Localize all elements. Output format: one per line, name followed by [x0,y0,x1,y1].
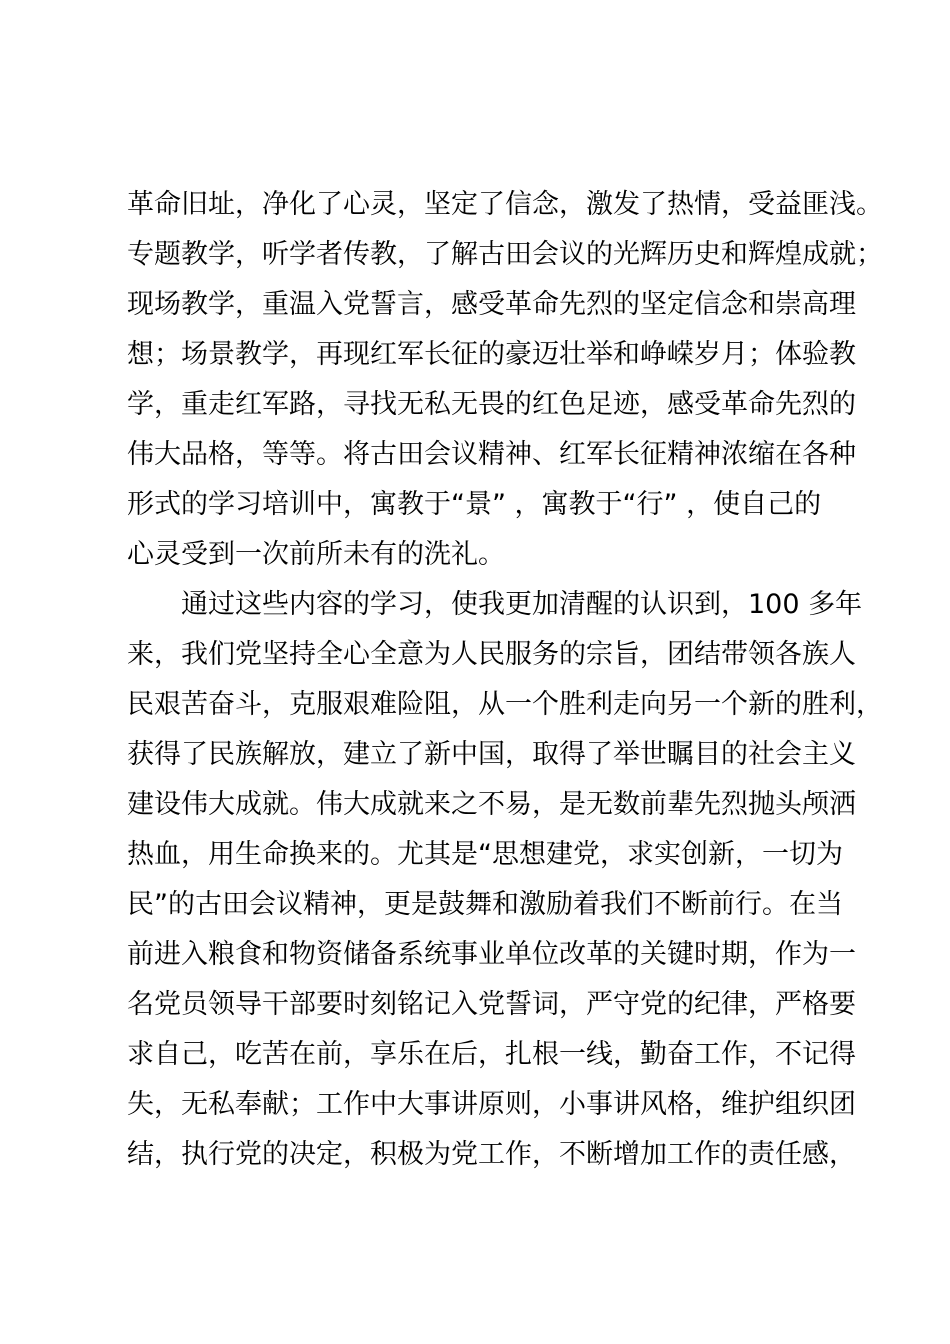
text-line: 现场教学，重温入党誓言，感受革命先烈的坚定信念和崇高理 [127,289,856,320]
paragraph-first-line: 通过这些内容的学习，使我更加清醒的认识到，100 多年 [181,589,863,620]
text-line: 学，重走红军路，寻找无私无畏的红色足迹，感受革命先烈的 [127,389,856,420]
text-line: 专题教学，听学者传教，了解古田会议的光辉历史和辉煌成就； [127,239,883,270]
text-line: 想；场景教学，再现红军长征的豪迈壮举和峥嵘岁月；体验教 [127,339,856,370]
text-line: 名党员领导干部要时刻铭记入党誓词，严守党的纪律，严格要 [127,989,856,1020]
text-line: 革命旧址，净化了心灵，坚定了信念，激发了热情，受益匪浅。 [127,189,883,220]
text-line: 前进入粮食和物资储备系统事业单位改革的关键时期，作为一 [127,939,856,970]
text-line: 失，无私奉献；工作中大事讲原则，小事讲风格，维护组织团 [127,1089,856,1120]
text-line: 热血，用生命换来的。尤其是“思想建党，求实创新，一切为 [127,839,843,870]
text-line: 心灵受到一次前所未有的洗礼。 [127,539,505,570]
text-line: 来，我们党坚持全心全意为人民服务的宗旨，团结带领各族人 [127,639,856,670]
text-line: 获得了民族解放，建立了新中国，取得了举世瞩目的社会主义 [127,739,856,770]
text-line: 建设伟大成就。伟大成就来之不易，是无数前辈先烈抛头颅洒 [127,789,856,820]
body-text [127,180,883,1180]
text-line: 伟大品格，等等。将古田会议精神、红军长征精神浓缩在各种 [127,439,856,470]
text-line: 形式的学习培训中，寓教于“景” ，寓教于“行” ，使自己的 [127,489,822,520]
text-line: 民”的古田会议精神，更是鼓舞和激励着我们不断前行。在当 [127,889,843,920]
text-line: 求自己，吃苦在前，享乐在后，扎根一线，勤奋工作，不记得 [127,1039,856,1070]
text-line: 民艰苦奋斗，克服艰难险阻，从一个胜利走向另一个新的胜利， [127,689,883,720]
text-line: 结，执行党的决定，积极为党工作，不断增加工作的责任感， [127,1139,856,1170]
